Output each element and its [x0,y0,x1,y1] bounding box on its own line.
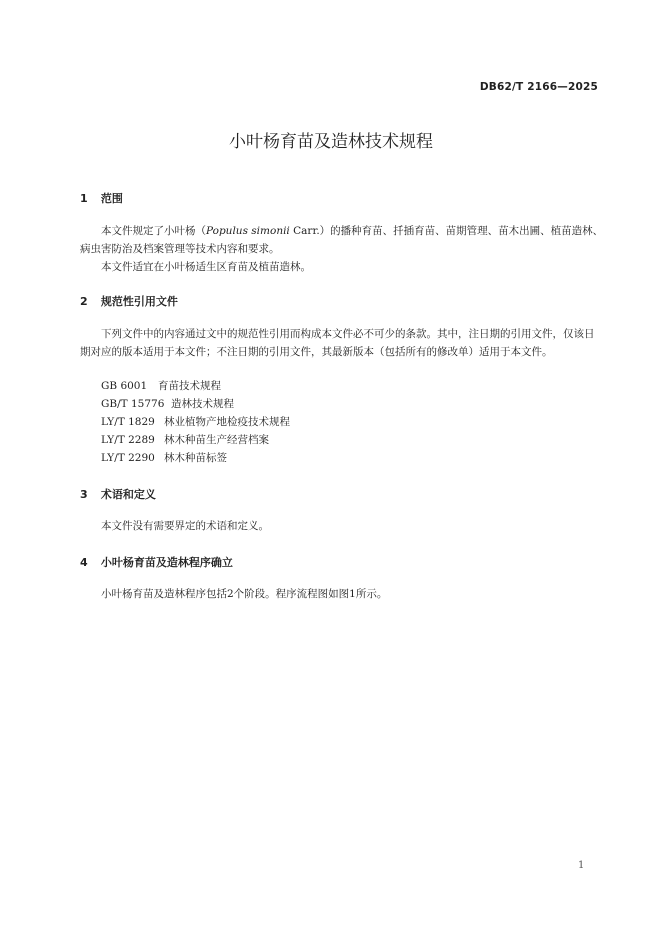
references-paragraph: 下列文件中的内容通过文中的规范性引用而构成本文件必不可少的条款。其中，注日期的引用文件，仅该日期对应的版本适用于本文件；不注日期的引用文件，其最新版本（包括所有的修改单）适用于本文件。 [80,328,595,358]
section-heading-procedure [80,554,233,570]
scope-text-pre: 本文件规定了小叶杨（ [101,225,206,237]
section-title: 范围 [100,192,123,205]
section-heading-terms [80,486,156,502]
reference-item [101,414,290,429]
reference-code: GB/T 15776 [101,398,165,410]
section-heading-scope [80,190,123,206]
scope-text-post: Carr.）的播种育苗、扦插育苗、苗期管理、苗木出圃、植苗造林、病虫害防治及档案管理等技术内容和要求。 [80,225,604,255]
reference-name: 育苗技术规程 [158,380,221,392]
reference-item [101,450,227,465]
document-title: 小叶杨育苗及造林技术规程 [229,132,433,152]
reference-code: LY/T 2289 [101,434,155,446]
reference-name: 林业植物产地检疫技术规程 [164,416,290,428]
section-number: 4 [80,556,88,569]
procedure-paragraph: 小叶杨育苗及造林程序包括2个阶段。程序流程图如图1所示。 [101,588,388,600]
scope-paragraph-2: 本文件适宜在小叶杨适生区育苗及植苗造林。 [101,261,311,273]
reference-item [101,432,269,447]
page-number: 1 [578,860,585,871]
section-number: 3 [80,488,88,501]
reference-name: 林木种苗生产经营档案 [164,434,269,446]
section-title: 术语和定义 [100,488,156,501]
section-number: 1 [80,192,88,205]
reference-code: LY/T 1829 [101,416,155,428]
section-title: 小叶杨育苗及造林程序确立 [100,556,233,569]
reference-item [101,378,221,393]
terms-paragraph: 本文件没有需要界定的术语和定义。 [101,520,269,532]
section-heading-normative-references [80,293,178,309]
reference-code: LY/T 2290 [101,452,155,464]
scope-paragraph-1 [80,222,604,258]
document-code: DB62/T 2166—2025 [479,81,598,93]
species-latin-name: Populus simonii [206,225,290,237]
reference-code: GB 6001 [101,380,148,392]
reference-name: 林木种苗标签 [164,452,227,464]
section-number: 2 [80,295,88,308]
reference-name: 造林技术规程 [171,398,234,410]
section-title: 规范性引用文件 [100,295,178,308]
reference-item [101,396,234,411]
